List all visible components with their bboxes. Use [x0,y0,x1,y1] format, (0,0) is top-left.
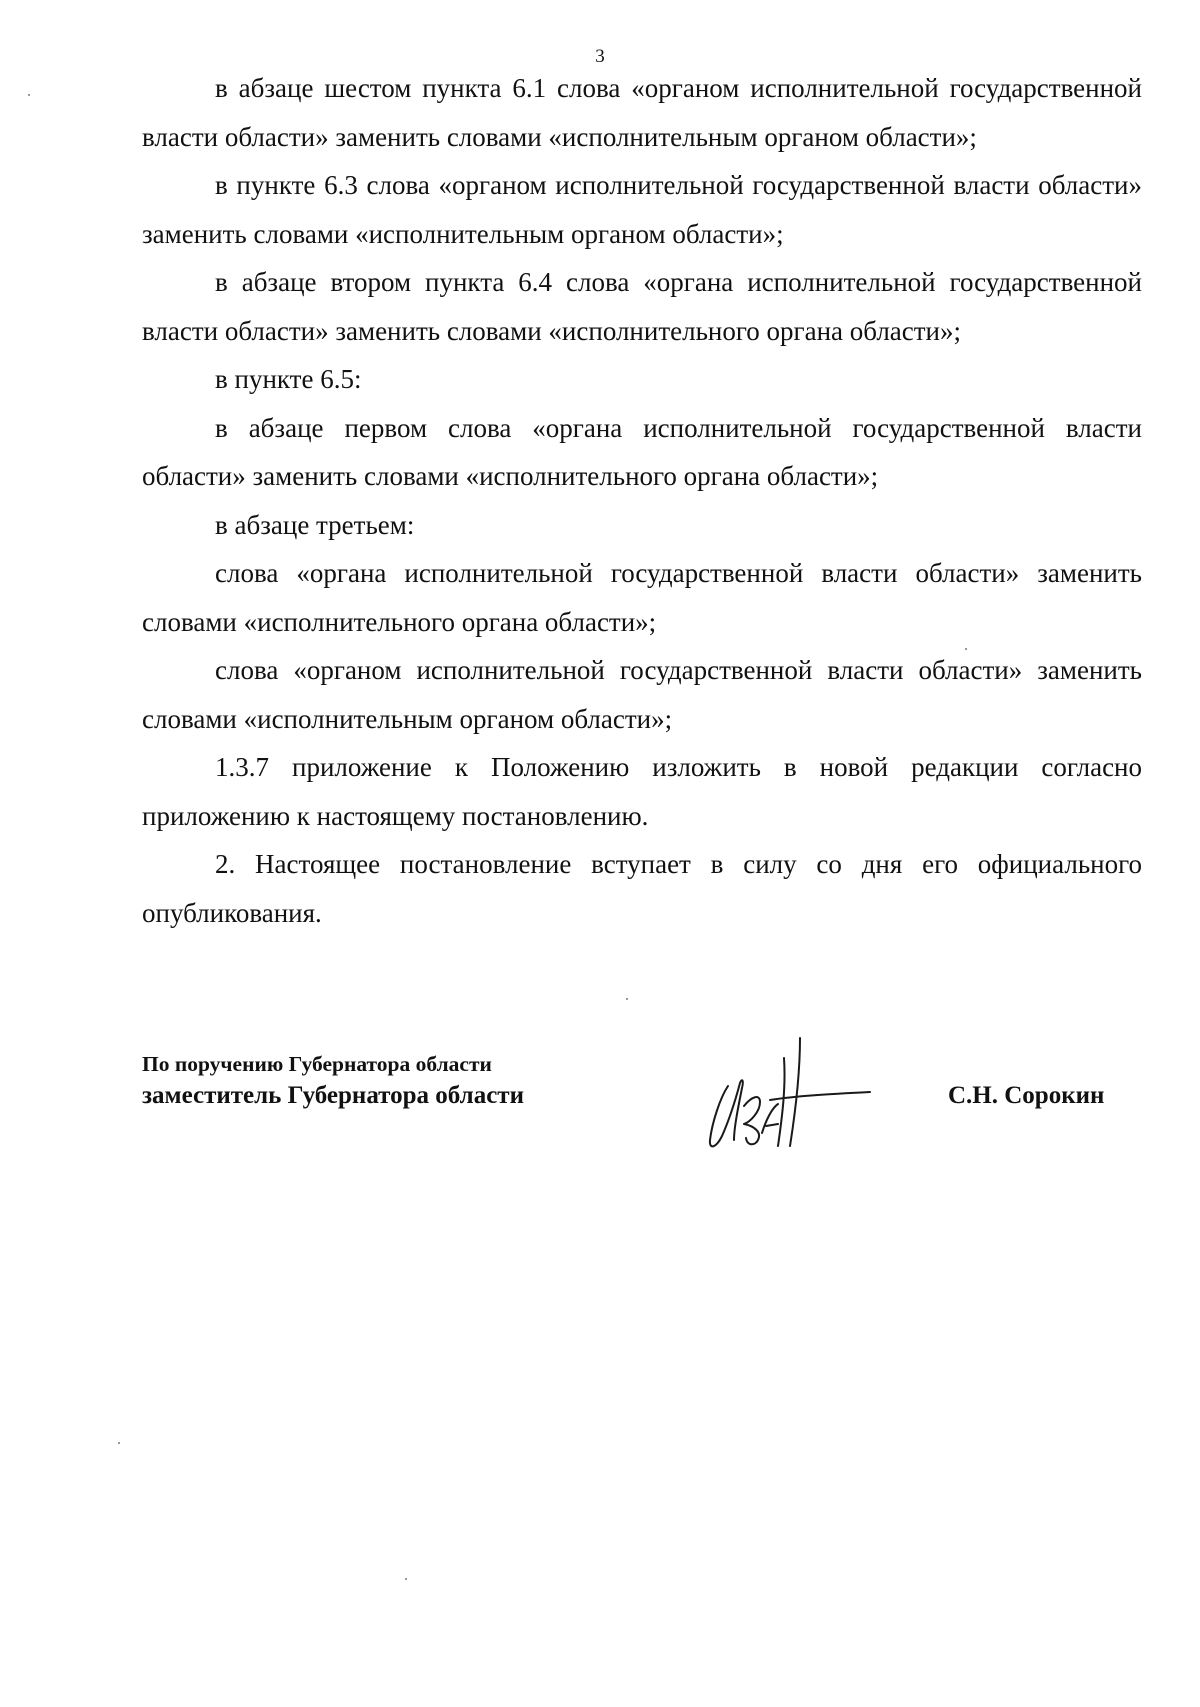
document-body [142,64,1142,937]
signatory-title [142,1050,524,1114]
paragraph: в пункте 6.5: [215,364,362,394]
paragraph: 2. Настоящее постановление вступает в силу со дня его официального опубликования. [142,849,1142,928]
paragraph: в абзаце первом слова «органа исполнительной государственной власти области» заменить словами «исполнительного органа области»; [142,412,1142,491]
paragraph: в пункте 6.3 слова «органом исполнительной государственной власти области» заменить словами «исполнительным органом области»; [142,170,1142,249]
signatory-authority-line: По поручению Губернатора области [142,1052,492,1076]
page-number: 3 [595,46,605,67]
paragraph: в абзаце втором пункта 6.4 слова «органа исполнительной государственной власти области» заменить словами «исполнительного органа области»; [142,267,1142,346]
scan-speck [118,1442,120,1444]
paragraph: в абзаце шестом пункта 6.1 слова «органом исполнительной государственной власти области» заменить словами «исполнительным органом области»; [142,73,1142,152]
paragraph: слова «органом исполнительной государственной власти области» заменить словами «исполнительным органом области»; [142,655,1142,734]
signatory-name: С.Н. Сорокин [948,1082,1105,1109]
signatory-position-line: заместитель Губернатора области [142,1082,524,1109]
handwritten-signature [700,1028,875,1168]
scan-speck [965,648,967,650]
paragraph: слова «органа исполнительной государственной власти области» заменить словами «исполнительного органа области»; [142,558,1142,637]
scan-speck [405,1578,407,1580]
scan-speck [626,998,628,1000]
scan-speck [28,94,30,96]
paragraph: 1.3.7 приложение к Положению изложить в новой редакции согласно приложению к настоящему постановлению. [142,752,1142,831]
paragraph: в абзаце третьем: [215,509,415,540]
